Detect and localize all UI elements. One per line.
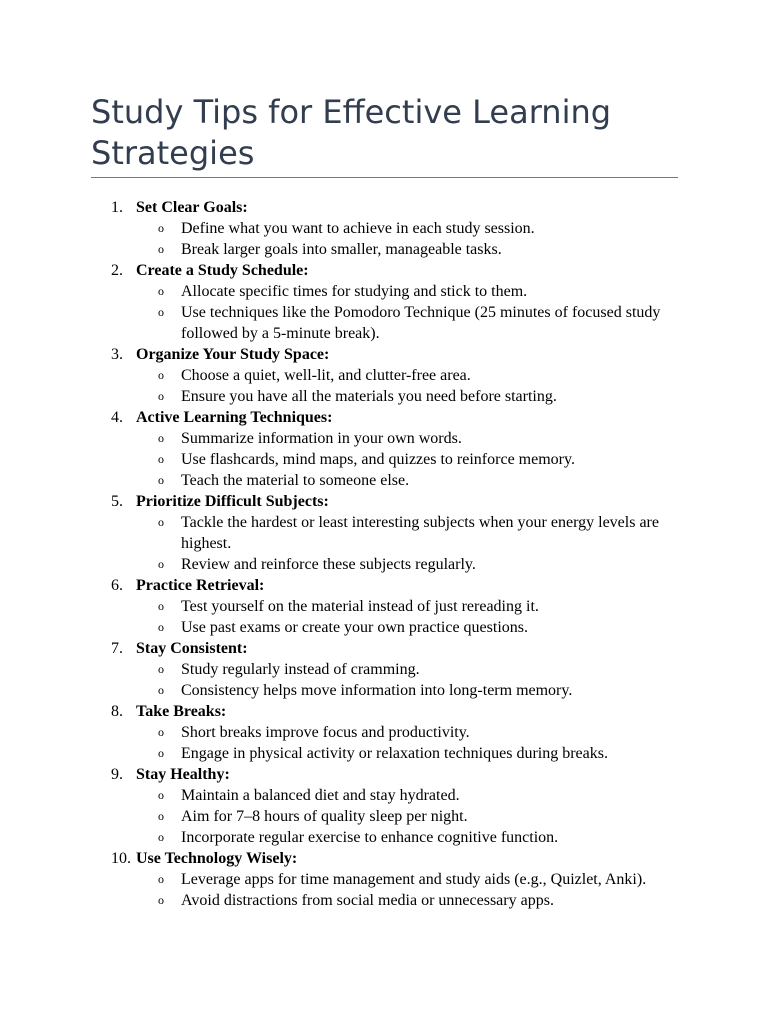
list-item xyxy=(0,764,671,848)
tip-number: 7. xyxy=(111,640,123,657)
tip-heading-row xyxy=(0,638,671,659)
tip-number: 1. xyxy=(111,199,123,216)
sub-item-text: Avoid distractions from social media or unnecessary apps. xyxy=(181,892,554,909)
sub-item-text: Review and reinforce these subjects regularly. xyxy=(181,556,476,573)
sub-list xyxy=(0,512,671,575)
list-item xyxy=(0,848,671,911)
sub-list-item xyxy=(0,218,671,239)
sub-item-text: Allocate specific times for studying and stick to them. xyxy=(181,283,528,300)
title-divider xyxy=(91,177,678,178)
sub-item-text: Use past exams or create your own practice questions. xyxy=(181,619,528,636)
circle-bullet-icon: o xyxy=(158,893,164,907)
circle-bullet-icon: o xyxy=(158,725,164,739)
sub-list xyxy=(0,869,671,911)
tip-heading-row xyxy=(0,764,671,785)
circle-bullet-icon: o xyxy=(158,473,164,487)
tip-heading: Stay Healthy: xyxy=(136,766,230,783)
tip-heading: Prioritize Difficult Subjects: xyxy=(136,493,329,510)
tip-heading: Set Clear Goals: xyxy=(136,199,248,216)
sub-list-item xyxy=(0,449,671,470)
circle-bullet-icon: o xyxy=(158,620,164,634)
page-title: Study Tips for Effective Learning Strategies xyxy=(91,93,612,172)
sub-list-item xyxy=(0,785,671,806)
sub-list-item xyxy=(0,365,671,386)
circle-bullet-icon: o xyxy=(158,284,164,298)
tip-number: 2. xyxy=(111,262,123,279)
sub-list-item xyxy=(0,827,671,848)
sub-list-item xyxy=(0,680,671,701)
sub-list-item xyxy=(0,386,671,407)
tip-number: 3. xyxy=(111,346,123,363)
list-item xyxy=(0,344,671,407)
tip-number: 10. xyxy=(111,850,131,867)
sub-item-text: Break larger goals into smaller, manageable tasks. xyxy=(181,241,502,258)
sub-item-text: Consistency helps move information into long-term memory. xyxy=(181,682,573,699)
sub-list-item xyxy=(0,512,671,554)
circle-bullet-icon: o xyxy=(158,221,164,235)
sub-list-item xyxy=(0,302,671,344)
circle-bullet-icon: o xyxy=(158,515,164,529)
sub-list-item xyxy=(0,596,671,617)
list-item xyxy=(0,491,671,575)
tip-heading: Practice Retrieval: xyxy=(136,577,265,594)
sub-list-item xyxy=(0,743,671,764)
sub-list xyxy=(0,785,671,848)
sub-item-text: Aim for 7–8 hours of quality sleep per night. xyxy=(181,808,468,825)
tip-heading-row xyxy=(0,407,671,428)
tip-heading: Take Breaks: xyxy=(136,703,227,720)
circle-bullet-icon: o xyxy=(158,431,164,445)
sub-item-text: Incorporate regular exercise to enhance cognitive function. xyxy=(181,829,559,846)
sub-item-text: Engage in physical activity or relaxation techniques during breaks. xyxy=(181,745,608,762)
sub-item-text: Tackle the hardest or least interesting subjects when your energy levels are highest. xyxy=(181,514,659,552)
circle-bullet-icon: o xyxy=(158,389,164,403)
sub-list xyxy=(0,365,671,407)
sub-list-item xyxy=(0,470,671,491)
tips-list xyxy=(0,197,671,911)
list-item xyxy=(0,260,671,344)
sub-list-item xyxy=(0,806,671,827)
tip-number: 8. xyxy=(111,703,123,720)
tip-heading-row xyxy=(0,848,671,869)
tip-heading-row xyxy=(0,344,671,365)
list-item xyxy=(0,701,671,764)
sub-item-text: Teach the material to someone else. xyxy=(181,472,410,489)
sub-list-item xyxy=(0,428,671,449)
sub-item-text: Use flashcards, mind maps, and quizzes to reinforce memory. xyxy=(181,451,575,468)
list-item xyxy=(0,197,671,260)
tip-heading: Active Learning Techniques: xyxy=(136,409,333,426)
tip-heading-row xyxy=(0,260,671,281)
sub-item-text: Summarize information in your own words. xyxy=(181,430,462,447)
list-item xyxy=(0,638,671,701)
circle-bullet-icon: o xyxy=(158,305,164,319)
tip-heading-row xyxy=(0,491,671,512)
sub-list-item xyxy=(0,281,671,302)
sub-list-item xyxy=(0,890,671,911)
sub-item-text: Choose a quiet, well-lit, and clutter-free area. xyxy=(181,367,471,384)
tip-heading: Organize Your Study Space: xyxy=(136,346,330,363)
sub-item-text: Maintain a balanced diet and stay hydrated. xyxy=(181,787,460,804)
tip-number: 4. xyxy=(111,409,123,426)
tip-number: 5. xyxy=(111,493,123,510)
sub-list-item xyxy=(0,554,671,575)
sub-item-text: Use techniques like the Pomodoro Technique (25 minutes of focused study followed by a 5-minute break). xyxy=(181,304,661,342)
sub-item-text: Ensure you have all the materials you need before starting. xyxy=(181,388,557,405)
sub-list xyxy=(0,218,671,260)
circle-bullet-icon: o xyxy=(158,809,164,823)
circle-bullet-icon: o xyxy=(158,683,164,697)
sub-list xyxy=(0,722,671,764)
circle-bullet-icon: o xyxy=(158,242,164,256)
tip-number: 6. xyxy=(111,577,123,594)
circle-bullet-icon: o xyxy=(158,557,164,571)
tip-heading-row xyxy=(0,701,671,722)
circle-bullet-icon: o xyxy=(158,452,164,466)
list-item xyxy=(0,407,671,491)
tip-heading: Use Technology Wisely: xyxy=(136,850,298,867)
sub-list xyxy=(0,659,671,701)
tip-heading: Stay Consistent: xyxy=(136,640,248,657)
sub-list-item xyxy=(0,659,671,680)
sub-item-text: Short breaks improve focus and productivity. xyxy=(181,724,470,741)
sub-list-item xyxy=(0,239,671,260)
list-item xyxy=(0,575,671,638)
sub-list-item xyxy=(0,722,671,743)
circle-bullet-icon: o xyxy=(158,599,164,613)
sub-item-text: Define what you want to achieve in each study session. xyxy=(181,220,535,237)
sub-item-text: Test yourself on the material instead of just rereading it. xyxy=(181,598,539,615)
sub-item-text: Study regularly instead of cramming. xyxy=(181,661,420,678)
circle-bullet-icon: o xyxy=(158,746,164,760)
circle-bullet-icon: o xyxy=(158,872,164,886)
sub-list xyxy=(0,428,671,491)
tip-number: 9. xyxy=(111,766,123,783)
sub-list-item xyxy=(0,617,671,638)
sub-list xyxy=(0,281,671,344)
sub-item-text: Leverage apps for time management and study aids (e.g., Quizlet, Anki). xyxy=(181,871,647,888)
circle-bullet-icon: o xyxy=(158,662,164,676)
tip-heading-row xyxy=(0,197,671,218)
circle-bullet-icon: o xyxy=(158,830,164,844)
circle-bullet-icon: o xyxy=(158,368,164,382)
tip-heading: Create a Study Schedule: xyxy=(136,262,309,279)
tip-heading-row xyxy=(0,575,671,596)
sub-list xyxy=(0,596,671,638)
circle-bullet-icon: o xyxy=(158,788,164,802)
sub-list-item xyxy=(0,869,671,890)
